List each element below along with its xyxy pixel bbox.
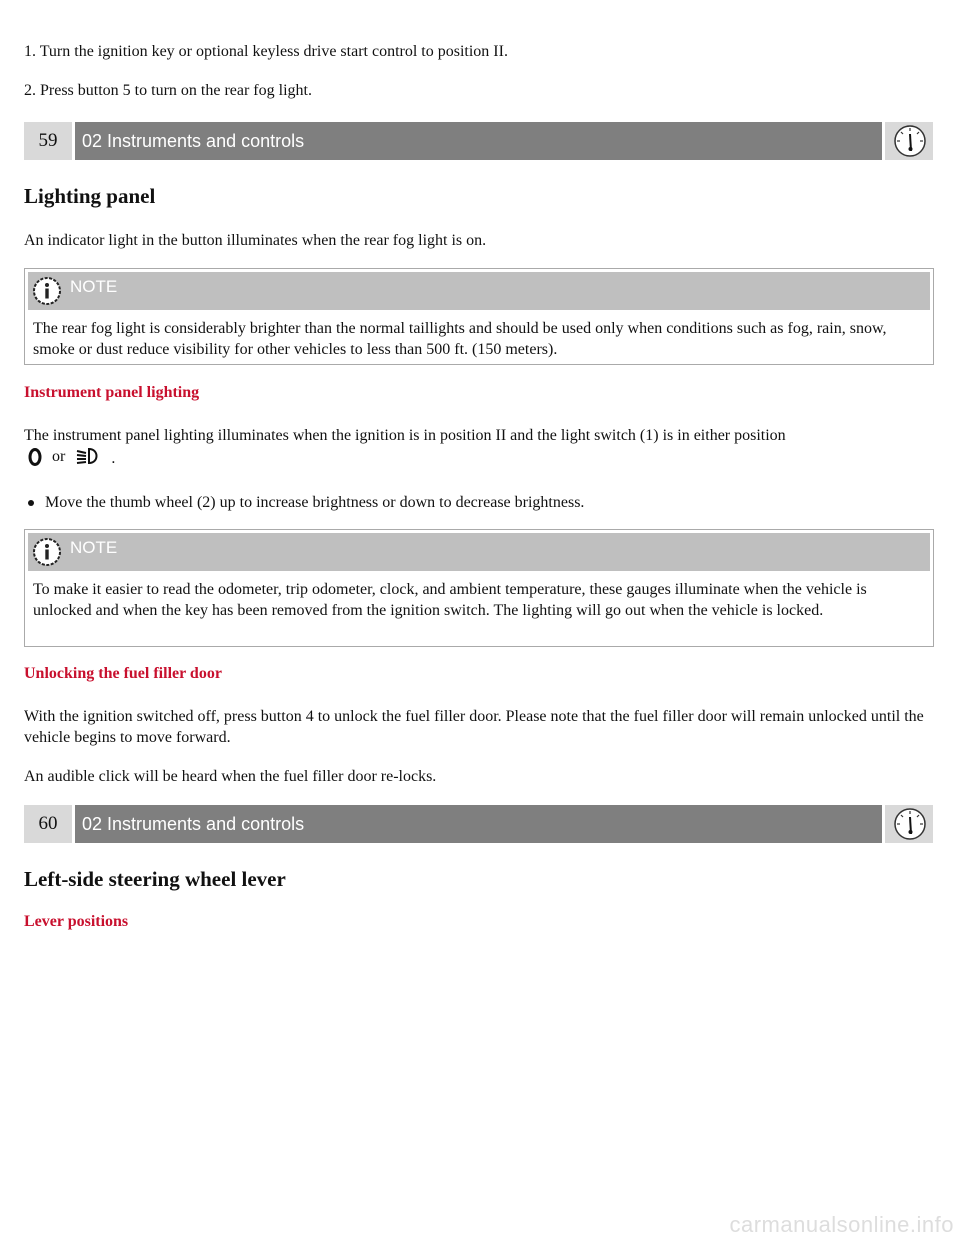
note-text: The rear fog light is considerably brighter than the normal taillights and should be used only when conditions such as fog, rain, snow, smoke or dust reduce visibility for other vehicles to less than 500 ft. (150 meters). xyxy=(33,320,887,358)
low-beam-icon xyxy=(75,446,103,472)
step-2: 2. Press button 5 to turn on the rear fog light. xyxy=(24,82,312,99)
note-label: NOTE xyxy=(70,538,118,557)
section-title-lighting-panel: Lighting panel xyxy=(24,184,156,208)
light-switch-positions xyxy=(24,446,936,472)
gauge-icon xyxy=(885,805,933,843)
page-number: 60 xyxy=(24,805,72,843)
chapter-title: 02 Instruments and controls xyxy=(75,122,882,160)
section-header-59 xyxy=(24,122,933,160)
subheading-instrument-lighting: Instrument panel lighting xyxy=(24,384,200,401)
subheading-fuel-door: Unlocking the fuel filler door xyxy=(24,665,222,682)
info-icon xyxy=(32,276,62,306)
lighting-panel-intro: An indicator light in the button illuminates when the rear fog light is on. xyxy=(24,232,487,249)
watermark: carmanualsonline.info xyxy=(729,1212,954,1237)
note-label: NOTE xyxy=(70,277,118,296)
subheading-lever-positions: Lever positions xyxy=(24,913,129,930)
section-title-left-lever: Left-side steering wheel lever xyxy=(24,867,286,891)
instrument-lighting-text: The instrument panel lighting illuminates when the ignition is in position II and the light switch (1) is in either position xyxy=(24,427,786,444)
period-text: . xyxy=(111,449,116,467)
note-header xyxy=(28,272,930,310)
note-box-gauges xyxy=(24,529,934,647)
step-1: 1. Turn the ignition key or optional keyless drive start control to position II. xyxy=(24,43,508,60)
page-number: 59 xyxy=(24,122,72,160)
gauge-icon xyxy=(885,122,933,160)
note-text: To make it easier to read the odometer, trip odometer, clock, and ambient temperature, these gauges illuminate when the vehicle is unlocked and when the key has been removed from the ignition switch. The lighting will go out when the vehicle is locked. xyxy=(33,581,867,619)
light-switch-zero-icon xyxy=(24,446,46,472)
chapter-title: 02 Instruments and controls xyxy=(75,805,882,843)
note-box-fog-light xyxy=(24,268,934,365)
fuel-door-text-1: With the ignition switched off, press button 4 to unlock the fuel filler door. Please note that the fuel filler door will remain unlocked until the vehicle begins to move forward. xyxy=(24,708,924,746)
info-icon xyxy=(32,537,62,567)
note-header xyxy=(28,533,930,571)
fuel-door-text-2: An audible click will be heard when the fuel filler door re-locks. xyxy=(24,768,437,785)
or-text: or xyxy=(52,448,66,465)
section-header-60 xyxy=(24,805,933,843)
bullet-thumb-wheel: Move the thumb wheel (2) up to increase brightness or down to decrease brightness. xyxy=(45,494,585,511)
